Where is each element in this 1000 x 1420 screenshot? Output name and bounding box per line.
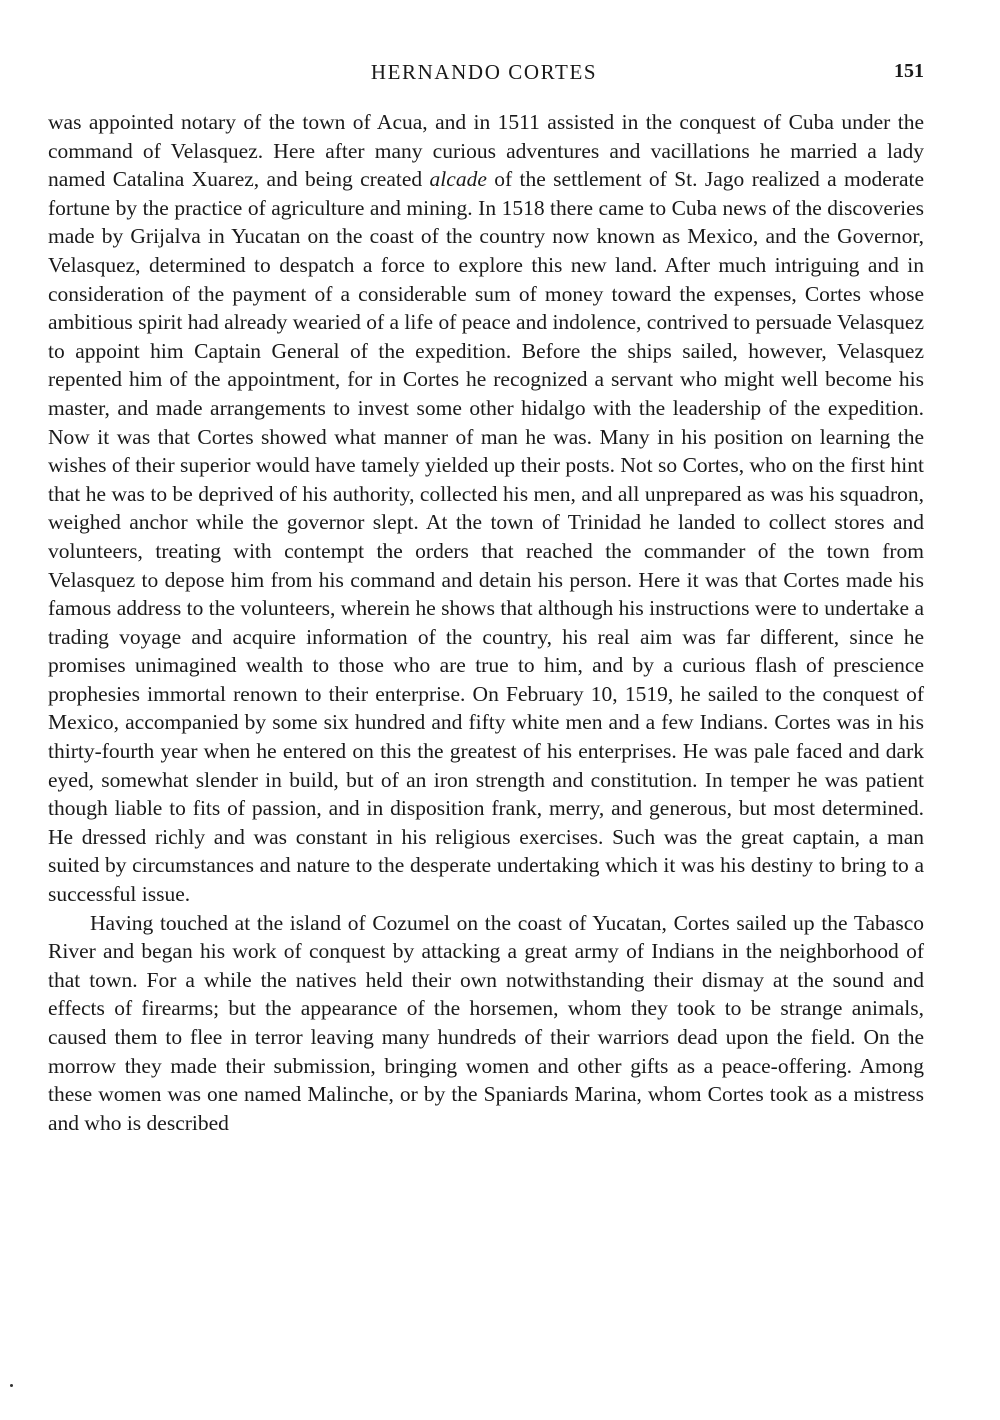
stray-ink-mark (10, 1384, 13, 1387)
paragraph (48, 108, 924, 909)
paragraph-text: was appointed notary of the town of Acua, and in 1511 assisted in the conquest of Cuba under the command of Velasquez. Here after many curious adventures and vacillations he married a lady named Catalina Xuarez, and being created (48, 110, 924, 192)
running-head (48, 60, 924, 90)
running-title: HERNANDO CORTES (370, 60, 598, 84)
page-number: 151 (894, 60, 924, 82)
italic-term: alcade (429, 167, 487, 192)
body-text (48, 108, 924, 1137)
paragraph-text: of the settlement of St. Jago realized a moderate fortune by the practice of agriculture and mining. In 1518 there came to Cuba news of the discoveries made by Grijalva in Yucatan on the coast of the country now known as Mexico, and the Governor, Velasquez, determined to despatch a force to explore this new land. After much intriguing and in consideration of the payment of a considerable sum of money toward the expenses, Cortes whose ambitious spirit had already wearied of a life of peace and indolence, contrived to persuade Velasquez to appoint him Captain General of the expedition. Before the ships sailed, however, Velasquez repented him of the appointment, for in Cortes he recognized a servant who might well become his master, and made arrangements to invest some other hidalgo with the leadership of the expedition. Now it was that Cortes showed what manner of man he was. Many in his position on learning the wishes of their superior would have tamely yielded up their posts. Not so Cortes, who on the first hint that he was to be deprived of his authority, collected his men, and all unprepared as was his squadron, weighed anchor while the governor slept. At the town of Trinidad he landed to collect stores and volunteers, treating with contempt the orders that reached the commander of the town from Velasquez to depose him from his command and detain his person. Here it was that Cortes made his famous address to the volunteers, wherein he shows that although his instructions were to undertake a trading voyage and acquire information of the country, his real aim was far different, since he promises unimagined wealth to those who are true to him, and by a curious flash of prescience prophesies immortal renown to their enterprise. On February 10, 1519, he sailed to the conquest of Mexico, accompanied by some six hundred and fifty white men and a few Indians. Cortes was in his thirty-fourth year when he entered on this the greatest of his enterprises. He was pale faced and dark eyed, somewhat slender in build, but of an iron strength and constitution. In temper he was patient though liable to fits of passion, and in disposition frank, merry, and generous, but most determined. He dressed richly and was constant in his religious exercises. Such was the great captain, a man suited by circumstances and nature to the desperate undertaking which it was his destiny to bring to a successful issue. (48, 167, 925, 907)
paragraph: Having touched at the island of Cozumel on the coast of Yucatan, Cortes sailed up the Tabasco River and began his work of conquest by attacking a great army of Indians in the neighborhood of that town. For a while the natives held their own notwithstanding their dismay at the sound and effects of firearms; but the appearance of the horsemen, whom they took to be strange animals, caused them to flee in terror leaving many hundreds of their warriors dead upon the field. On the morrow they made their submission, bringing women and other gifts as a peace-offering. Among these women was one named Malinche, or by the Spaniards Marina, whom Cortes took as a mistress and who is described (48, 910, 924, 1135)
